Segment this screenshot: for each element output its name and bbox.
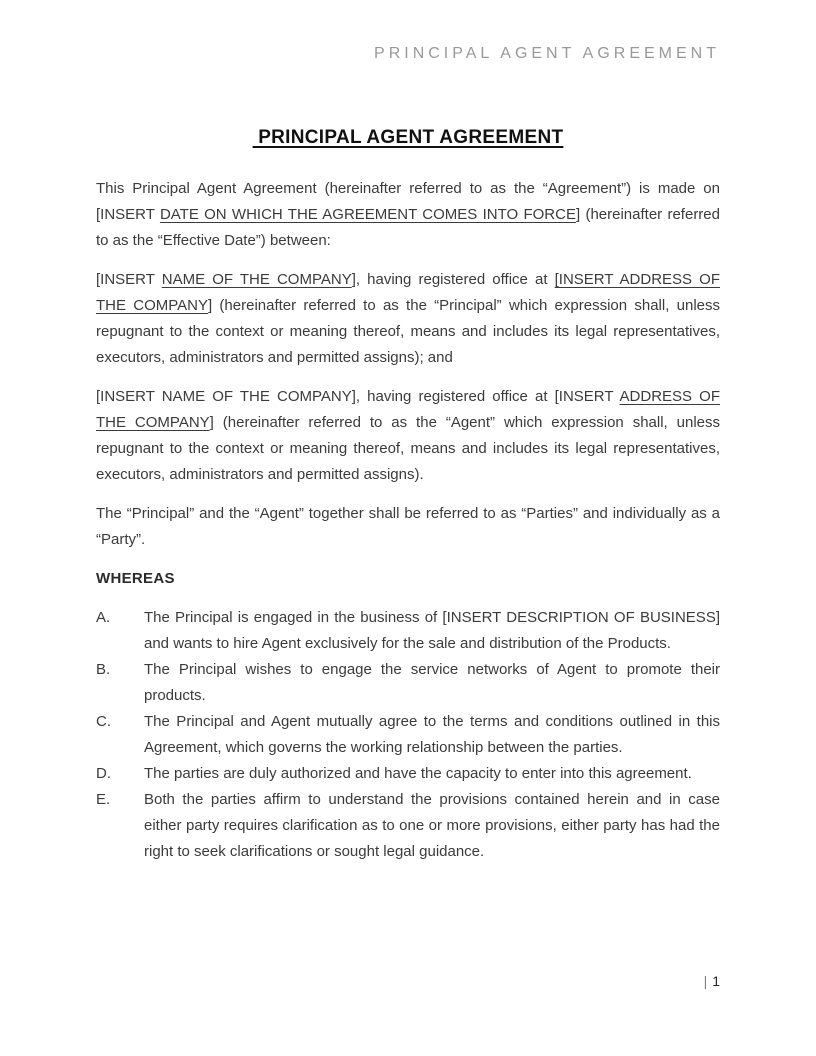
recital-item-c [96,709,720,761]
paragraph-intro [96,176,720,254]
footer-separator: | [703,973,708,989]
recital-text: Both the parties affirm to understand the provisions contained herein and in case either party requires clarification as to one or more provisions, either party has had the right to seek clarifications or sought legal guidance. [144,791,720,860]
recital-marker: B. [96,661,111,678]
document-title-text: PRINCIPAL AGENT AGREEMENT [252,127,564,148]
recital-marker: D. [96,765,111,782]
recital-text: The Principal wishes to engage the service networks of Agent to promote their products. [144,661,720,704]
paragraph-parties [96,501,720,553]
recital-item-a [96,605,720,657]
underlined-placeholder-company-address: [INSERT ADDRESS OF THE COMPANY [96,271,720,314]
text-run: ], having registered office at [351,271,555,288]
text-run: ] (hereinafter referred to as the “Effective Date”) between: [96,206,720,249]
underlined-placeholder-effective-date: DATE ON WHICH THE AGREEMENT COMES INTO FORCE [159,206,576,223]
recital-item-d [96,761,720,787]
recital-item-b [96,657,720,709]
page-footer [96,971,720,991]
text-run: The “Principal” and the “Agent” together shall be referred to as “Parties” and individually as a “Party”. [96,505,720,548]
document-title [96,126,720,150]
paragraph-principal [96,267,720,371]
recital-marker: C. [96,713,111,730]
text-run: [INSERT [96,271,162,288]
whereas-heading: WHEREAS [96,570,175,587]
recital-text: The Principal is engaged in the business of [INSERT DESCRIPTION OF BUSINESS] and wants to hire Agent exclusively for the sale and distribution of the Products. [144,609,720,652]
text-run: [INSERT NAME OF THE COMPANY], having registered office at [INSERT [96,388,620,405]
text-run: ] (hereinafter referred to as the “Agent” which expression shall, unless repugnant to the context or meaning thereof, means and includes its legal representatives, executors, administrators and permitted assigns). [96,414,721,483]
page-number: 1 [712,973,720,989]
recital-marker: A. [96,609,111,626]
paragraph-agent [96,384,720,488]
text-run: This Principal Agent Agreement (hereinafter referred to as the “Agreement”) is made on [INSERT [96,180,720,223]
recital-item-e [96,787,720,865]
text-run: ] (hereinafter referred to as the “Principal” which expression shall, unless repugnant to the context or meaning thereof, means and includes its legal representatives, executors, administrators and permitted assigns); and [96,297,720,366]
running-header: PRINCIPAL AGENT AGREEMENT [374,45,720,62]
underlined-placeholder-agent-address: ADDRESS OF THE COMPANY [96,388,721,431]
underlined-placeholder-company-name: NAME OF THE COMPANY [161,271,352,288]
recitals-list [96,605,720,865]
recital-marker: E. [96,791,111,808]
recital-text: The parties are duly authorized and have the capacity to enter into this agreement. [144,765,692,782]
recital-text: The Principal and Agent mutually agree to the terms and conditions outlined in this Agreement, which governs the working relationship between the parties. [144,713,720,756]
